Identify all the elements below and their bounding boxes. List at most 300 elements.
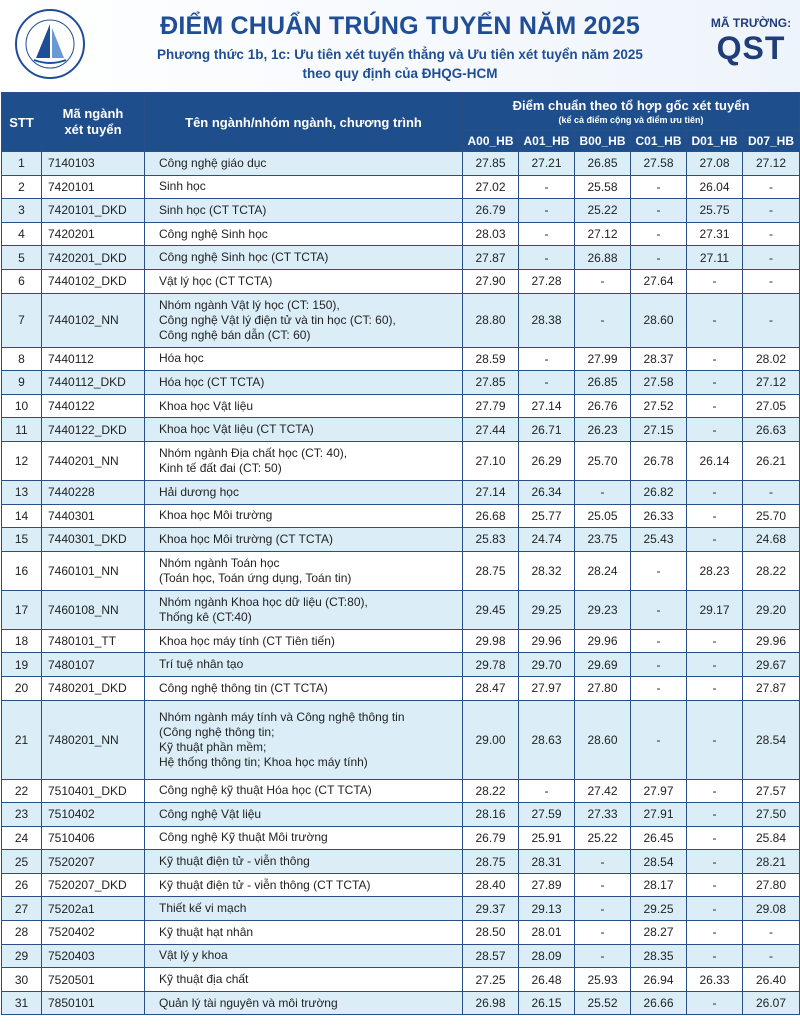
header-score-col: B00_HB: [575, 131, 631, 152]
cell-score: 26.88: [575, 246, 631, 270]
cell-name-line: Kỹ thuật địa chất: [159, 972, 249, 987]
cell-score: 26.98: [463, 991, 519, 1015]
cell-code: 7510402: [42, 803, 145, 827]
cell-score: 27.10: [463, 441, 519, 480]
cell-score: -: [687, 371, 743, 395]
cell-score: -: [687, 873, 743, 897]
cell-score: 27.99: [575, 347, 631, 371]
cell-name: [145, 921, 463, 945]
header-score-group: [463, 93, 800, 131]
cell-score: 25.84: [743, 826, 800, 850]
cell-score: 27.80: [743, 873, 800, 897]
header-score-col: D07_HB: [743, 131, 800, 152]
cell-score: 26.66: [631, 991, 687, 1015]
cell-name-line: Hệ thống thông tin; Khoa học máy tính): [159, 754, 368, 769]
cell-stt: 16: [2, 551, 42, 590]
cell-score: 28.17: [631, 873, 687, 897]
cell-score: 29.96: [575, 629, 631, 653]
cell-name: [145, 803, 463, 827]
cell-score: 26.21: [743, 441, 800, 480]
cell-score: 27.25: [463, 968, 519, 992]
cell-stt: 31: [2, 991, 42, 1015]
header-score-col: C01_HB: [631, 131, 687, 152]
cell-score: -: [631, 551, 687, 590]
cell-code: 7440112_DKD: [42, 371, 145, 395]
cell-score: 26.76: [575, 394, 631, 418]
cell-name: [145, 418, 463, 442]
cell-score: -: [575, 921, 631, 945]
cell-name-line: Nhóm ngành Địa chất học (CT: 40),: [159, 445, 348, 460]
cell-stt: 19: [2, 653, 42, 677]
cell-score: 28.09: [519, 944, 575, 968]
cell-code: 7440301_DKD: [42, 528, 145, 552]
cell-score: 27.44: [463, 418, 519, 442]
cell-score: -: [743, 921, 800, 945]
cell-stt: 20: [2, 676, 42, 700]
cell-name: [145, 480, 463, 504]
cell-score: -: [743, 480, 800, 504]
cell-name-line: Công nghệ Sinh học (CT TCTA): [159, 250, 329, 265]
cell-name-line: Thống kê (CT:40): [159, 609, 252, 624]
cell-code: 7510406: [42, 826, 145, 850]
table-row: [2, 653, 800, 677]
cell-score: 28.37: [631, 347, 687, 371]
cell-name-line: Nhóm ngành Vật lý học (CT: 150),: [159, 297, 340, 312]
cell-name: [145, 175, 463, 199]
cell-code: 7440228: [42, 480, 145, 504]
cell-name: [145, 394, 463, 418]
cell-stt: 4: [2, 222, 42, 246]
cell-score: 28.59: [463, 347, 519, 371]
cell-score: 29.08: [743, 897, 800, 921]
table-row: [2, 293, 800, 347]
cell-score: 27.90: [463, 269, 519, 293]
cell-name-line: Hải dương học: [159, 484, 239, 499]
header-score-col: A00_HB: [463, 131, 519, 152]
cell-stt: 7: [2, 293, 42, 347]
cell-score: 25.75: [687, 199, 743, 223]
cell-score: 29.20: [743, 590, 800, 629]
cell-score: -: [743, 944, 800, 968]
cell-code: 7850101: [42, 991, 145, 1015]
cell-score: 24.74: [519, 528, 575, 552]
table-row: [2, 175, 800, 199]
cell-score: 28.22: [743, 551, 800, 590]
cell-score: -: [743, 199, 800, 223]
school-code-label: MÃ TRƯỜNG:: [710, 16, 792, 30]
cell-code: 7460101_NN: [42, 551, 145, 590]
cell-name-line: Khoa học Vật liệu (CT TCTA): [159, 422, 314, 437]
cell-score: -: [519, 779, 575, 803]
cell-score: 27.12: [743, 371, 800, 395]
cell-code: 7420101: [42, 175, 145, 199]
table-row: [2, 779, 800, 803]
table-row: [2, 480, 800, 504]
cell-score: 28.03: [463, 222, 519, 246]
cell-score: 27.58: [631, 371, 687, 395]
cell-score: 27.87: [463, 246, 519, 270]
score-table-body: [2, 152, 800, 1015]
cell-name: [145, 504, 463, 528]
cell-score: 26.45: [631, 826, 687, 850]
cell-score: 28.22: [463, 779, 519, 803]
cell-score: 26.79: [463, 826, 519, 850]
table-row: [2, 968, 800, 992]
cell-score: 28.40: [463, 873, 519, 897]
table-row: [2, 152, 800, 176]
cell-code: 7480201_NN: [42, 700, 145, 779]
cell-score: -: [743, 293, 800, 347]
cell-score: 29.00: [463, 700, 519, 779]
cell-stt: 14: [2, 504, 42, 528]
cell-name-line: Nhóm ngành máy tính và Công nghệ thông tin: [159, 709, 405, 724]
cell-score: 26.71: [519, 418, 575, 442]
cell-score: 25.58: [575, 175, 631, 199]
cell-name: [145, 629, 463, 653]
cell-score: 25.43: [631, 528, 687, 552]
cell-score: 27.05: [743, 394, 800, 418]
cell-score: 25.52: [575, 991, 631, 1015]
cell-code: 7440122: [42, 394, 145, 418]
cell-name: [145, 293, 463, 347]
cell-score: 28.02: [743, 347, 800, 371]
cell-name-line: Công nghệ Vật lý điện tử và tin học (CT: 60),: [159, 312, 396, 327]
cell-score: -: [631, 199, 687, 223]
table-row: [2, 803, 800, 827]
header-code-line-2: xét tuyển: [64, 122, 122, 137]
cell-score: 26.85: [575, 152, 631, 176]
cell-name-line: Khoa học Môi trường (CT TCTA): [159, 531, 333, 546]
cell-score: -: [743, 222, 800, 246]
table-row: [2, 921, 800, 945]
page-header: [0, 0, 800, 92]
cell-stt: 12: [2, 441, 42, 480]
cell-name-line: Công nghệ Sinh học: [159, 226, 268, 241]
table-row: [2, 528, 800, 552]
cell-score: -: [631, 676, 687, 700]
cell-code: 7460108_NN: [42, 590, 145, 629]
cell-name-line: Công nghệ thông tin (CT TCTA): [159, 680, 328, 695]
cell-name-line: Kỹ thuật hạt nhân: [159, 924, 254, 939]
table-row: [2, 269, 800, 293]
cell-name: [145, 551, 463, 590]
table-row: [2, 590, 800, 629]
cell-name: [145, 850, 463, 874]
cell-score: 29.25: [631, 897, 687, 921]
cell-score: 25.22: [575, 826, 631, 850]
cell-score: 28.75: [463, 850, 519, 874]
cell-name-line: Khoa học máy tính (CT Tiên tiến): [159, 633, 335, 648]
cell-score: 26.85: [575, 371, 631, 395]
cell-name-line: Công nghệ bán dẫn (CT: 60): [159, 327, 311, 342]
header-name: Tên ngành/nhóm ngành, chương trình: [145, 93, 463, 152]
cell-score: 28.21: [743, 850, 800, 874]
cell-score: 26.33: [687, 968, 743, 992]
table-row: [2, 897, 800, 921]
table-row: [2, 504, 800, 528]
cell-score: 29.69: [575, 653, 631, 677]
cell-score: 28.27: [631, 921, 687, 945]
cell-score: -: [687, 528, 743, 552]
cell-code: 75202a1: [42, 897, 145, 921]
cell-name-line: Kỹ thuật phần mềm;: [159, 739, 267, 754]
cell-name-line: Thiết kế vi mạch: [159, 901, 247, 916]
cell-name: [145, 441, 463, 480]
cell-name: [145, 700, 463, 779]
cell-score: 27.31: [687, 222, 743, 246]
cell-stt: 1: [2, 152, 42, 176]
cell-score: -: [519, 371, 575, 395]
cell-name-line: Sinh học: [159, 179, 206, 194]
cell-score: 27.15: [631, 418, 687, 442]
cell-name-line: Hóa học: [159, 351, 204, 366]
cell-score: -: [631, 246, 687, 270]
cell-name-line: Kỹ thuật điện tử - viễn thông: [159, 854, 310, 869]
cell-score: -: [687, 897, 743, 921]
cell-stt: 3: [2, 199, 42, 223]
cell-name-line: Hóa học (CT TCTA): [159, 374, 265, 389]
cell-stt: 26: [2, 873, 42, 897]
cell-score: -: [519, 175, 575, 199]
cell-stt: 17: [2, 590, 42, 629]
cell-score: 26.78: [631, 441, 687, 480]
cell-stt: 27: [2, 897, 42, 921]
cell-name-line: Trí tuệ nhân tạo: [159, 657, 244, 672]
cell-score: -: [687, 504, 743, 528]
cell-code: 7420101_DKD: [42, 199, 145, 223]
cell-score: -: [687, 944, 743, 968]
cell-score: 28.57: [463, 944, 519, 968]
cell-code: 7440201_NN: [42, 441, 145, 480]
cell-stt: 21: [2, 700, 42, 779]
cell-name-line: Nhóm ngành Toán học: [159, 555, 280, 570]
cell-name: [145, 968, 463, 992]
cell-score: 27.02: [463, 175, 519, 199]
cell-score: -: [519, 199, 575, 223]
cell-name: [145, 152, 463, 176]
cell-score: 28.75: [463, 551, 519, 590]
cell-stt: 25: [2, 850, 42, 874]
cell-score: -: [687, 700, 743, 779]
cell-score: 29.96: [519, 629, 575, 653]
cell-code: 7440301: [42, 504, 145, 528]
cell-name: [145, 779, 463, 803]
cell-code: 7140103: [42, 152, 145, 176]
cell-score: 27.79: [463, 394, 519, 418]
cell-score: 28.60: [631, 293, 687, 347]
cell-code: 7420201_DKD: [42, 246, 145, 270]
cell-score: 28.16: [463, 803, 519, 827]
cell-code: 7520501: [42, 968, 145, 992]
cell-score: -: [687, 347, 743, 371]
cell-name-line: Công nghệ Vật liệu: [159, 806, 262, 821]
cell-score: -: [575, 897, 631, 921]
cell-score: -: [575, 480, 631, 504]
cell-score: 28.38: [519, 293, 575, 347]
cell-score: 27.52: [631, 394, 687, 418]
cell-score: 27.12: [575, 222, 631, 246]
table-row: [2, 222, 800, 246]
cell-score: -: [743, 269, 800, 293]
cell-name: [145, 826, 463, 850]
cell-code: 7480201_DKD: [42, 676, 145, 700]
cell-score: -: [687, 921, 743, 945]
cell-score: 27.08: [687, 152, 743, 176]
cell-name-line: Sinh học (CT TCTA): [159, 202, 267, 217]
cell-score: 27.64: [631, 269, 687, 293]
cell-score: 25.05: [575, 504, 631, 528]
cell-score: -: [743, 246, 800, 270]
cell-stt: 29: [2, 944, 42, 968]
table-row: [2, 850, 800, 874]
cell-name: [145, 199, 463, 223]
cell-score: 27.33: [575, 803, 631, 827]
header-score-col: A01_HB: [519, 131, 575, 152]
cell-score: 25.83: [463, 528, 519, 552]
cell-name-line: Vật lý y khoa: [159, 948, 228, 963]
cell-score: 27.14: [463, 480, 519, 504]
cell-code: 7440122_DKD: [42, 418, 145, 442]
table-row: [2, 347, 800, 371]
cell-score: 29.70: [519, 653, 575, 677]
cell-code: 7510401_DKD: [42, 779, 145, 803]
cell-score: 29.13: [519, 897, 575, 921]
cell-score: -: [743, 175, 800, 199]
table-row: [2, 551, 800, 590]
cell-score: 27.14: [519, 394, 575, 418]
cell-stt: 28: [2, 921, 42, 945]
cell-name: [145, 676, 463, 700]
cell-stt: 9: [2, 371, 42, 395]
table-row: [2, 371, 800, 395]
cell-score: -: [575, 293, 631, 347]
cell-name: [145, 347, 463, 371]
cell-score: -: [687, 480, 743, 504]
cell-score: 27.97: [519, 676, 575, 700]
cell-score: 29.23: [575, 590, 631, 629]
cell-stt: 30: [2, 968, 42, 992]
cell-score: 28.80: [463, 293, 519, 347]
cell-score: 27.89: [519, 873, 575, 897]
cell-code: 7440112: [42, 347, 145, 371]
school-code: QST: [716, 30, 786, 66]
subtitle-line-2: theo quy định của ĐHQG-HCM: [302, 66, 498, 81]
cell-name: [145, 653, 463, 677]
page-title: ĐIỂM CHUẨN TRÚNG TUYỂN NĂM 2025: [160, 12, 640, 40]
cell-name: [145, 944, 463, 968]
cell-score: 25.22: [575, 199, 631, 223]
table-row: [2, 629, 800, 653]
cell-score: 28.47: [463, 676, 519, 700]
cell-score: 26.07: [743, 991, 800, 1015]
cell-score: 26.82: [631, 480, 687, 504]
cell-score: -: [687, 269, 743, 293]
cell-score: 27.97: [631, 779, 687, 803]
cell-score: 28.31: [519, 850, 575, 874]
cell-name: [145, 246, 463, 270]
cell-score: 27.50: [743, 803, 800, 827]
cell-score: 27.85: [463, 152, 519, 176]
table-row: [2, 418, 800, 442]
cell-name-line: (Toán học, Toán ứng dụng, Toán tin): [159, 570, 352, 585]
cell-score: -: [575, 850, 631, 874]
cell-score: 27.57: [743, 779, 800, 803]
cell-score: 27.42: [575, 779, 631, 803]
cell-score: 25.91: [519, 826, 575, 850]
cell-score: -: [687, 629, 743, 653]
cell-name-line: Kỹ thuật điện tử - viễn thông (CT TCTA): [159, 877, 371, 892]
cell-stt: 22: [2, 779, 42, 803]
cell-name: [145, 371, 463, 395]
cell-score: -: [687, 394, 743, 418]
cell-score: 28.24: [575, 551, 631, 590]
cell-score: 27.87: [743, 676, 800, 700]
university-logo: [14, 8, 86, 80]
cell-score: -: [631, 653, 687, 677]
cell-score: 25.93: [575, 968, 631, 992]
cell-name-line: (Công nghệ thông tin;: [159, 724, 275, 739]
table-row: [2, 873, 800, 897]
cell-name: [145, 873, 463, 897]
cell-score: -: [687, 676, 743, 700]
cell-score: 28.60: [575, 700, 631, 779]
cell-score: 27.21: [519, 152, 575, 176]
cell-name-line: Kinh tế đất đai (CT: 50): [159, 460, 282, 475]
header-score-group-title: Điểm chuẩn theo tổ hợp gốc xét tuyển: [512, 97, 750, 113]
header-score-col: D01_HB: [687, 131, 743, 152]
cell-score: 29.96: [743, 629, 800, 653]
cell-score: 29.78: [463, 653, 519, 677]
cell-score: -: [631, 222, 687, 246]
cell-score: -: [687, 293, 743, 347]
score-table: [1, 92, 800, 1015]
cell-score: -: [687, 850, 743, 874]
cell-stt: 18: [2, 629, 42, 653]
cell-name-line: Công nghệ kỹ thuật Hóa học (CT TCTA): [159, 783, 372, 798]
cell-score: 26.14: [687, 441, 743, 480]
cell-name: [145, 897, 463, 921]
cell-score: 24.68: [743, 528, 800, 552]
cell-score: 26.63: [743, 418, 800, 442]
cell-score: 29.37: [463, 897, 519, 921]
cell-score: 28.32: [519, 551, 575, 590]
cell-code: 7420201: [42, 222, 145, 246]
cell-score: -: [575, 269, 631, 293]
table-row: [2, 944, 800, 968]
cell-code: 7480101_TT: [42, 629, 145, 653]
cell-score: -: [687, 826, 743, 850]
table-row: [2, 991, 800, 1015]
cell-stt: 24: [2, 826, 42, 850]
cell-score: 28.50: [463, 921, 519, 945]
cell-score: 26.23: [575, 418, 631, 442]
table-row: [2, 700, 800, 779]
cell-score: 26.68: [463, 504, 519, 528]
cell-score: -: [631, 700, 687, 779]
cell-score: 27.28: [519, 269, 575, 293]
header-score-group-note: (kể cả điểm cộng và điểm ưu tiên): [558, 114, 704, 125]
cell-name-line: Công nghệ Kỹ thuật Môi trường: [159, 830, 328, 845]
cell-score: -: [631, 590, 687, 629]
cell-code: 7520402: [42, 921, 145, 945]
cell-stt: 5: [2, 246, 42, 270]
cell-score: 26.29: [519, 441, 575, 480]
cell-score: 28.54: [631, 850, 687, 874]
cell-score: 26.94: [631, 968, 687, 992]
cell-name: [145, 991, 463, 1015]
cell-score: 27.58: [631, 152, 687, 176]
cell-score: 28.01: [519, 921, 575, 945]
